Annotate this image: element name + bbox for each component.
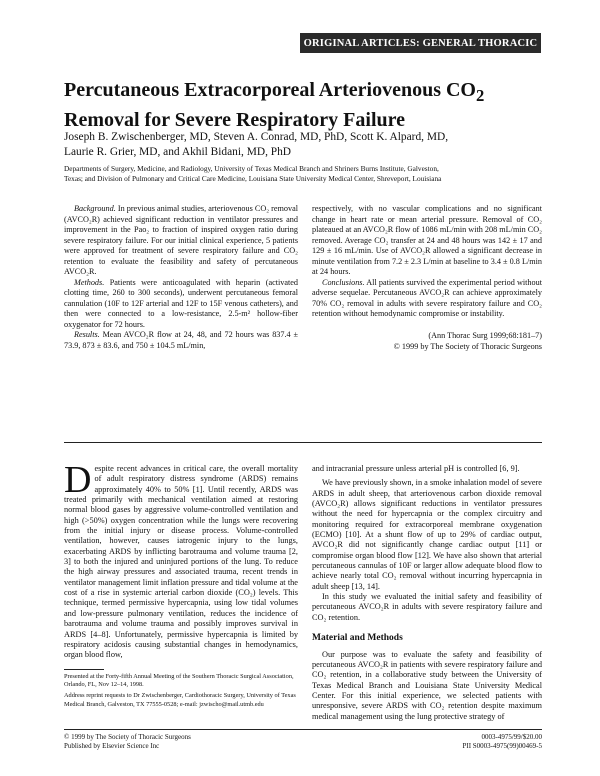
results-text-left: Mean AVCO₂R flow at 24, 48, and 72 hours was 837.4 ± 73.9, 873 ± 83.6, and 750 ± 104.5 mL/min, xyxy=(64,330,299,350)
background-text: In previous animal studies, arteriovenous CO₂ removal (AVCO₂R) achieved significant reduction in ventilator pressures and improvement in the Pao₂ to fraction of inspired oxygen ratio during severe respiratory failure. For our initial clinical experience, 5 patients were approved for treatment of severe respiratory failure and CO₂ retention to evaluate the feasibility and safety of percutaneous AVCO₂R. xyxy=(64,204,298,276)
author-list xyxy=(64,130,554,159)
intro-text: espite recent advances in critical care, the overall mortality of adult respiratory distress syndrome (ARDS) remains approximately 40% to 50% [1]. Until recently, ARDS was treated primarily with mechanical ventilation aimed at restoring normal blood gases by aggressive volume-controlled ventilation and high (>50%) oxygen concentration while the lungs were recovering from the initial injury or disease process. Volume-controlled ventilation, however, causes iatrogenic injury to the lungs, exacerbating ARDS by inflicting barotrauma and volume trauma [2, 3] to both the injured and uninjured portions of the lung. To reduce the high airway pressures and associated trauma, recent trends in ventilator management limit inflation pressure and tidal volume at the cost of a rise in systemic arterial carbon dioxide (CO₂) levels. This technique, termed permissive hypercapnia, using low tidal volumes and low-pressure pulmonary ventilation, reduces the incidence of barotrauma and volume trauma and possibly improves survival in ARDS [4–8]. Unfortunately, permissive hypercapnia is limited by respiratory acidosis causing substantial changes in hemodynamics, organ blood flow, xyxy=(64,464,298,660)
conclusions-text: All patients survived the experimental period without adverse sequelae. Percutaneous AVCO₂R can achieve approximately 70% CO₂ removal in adults with severe respiratory failure and CO₂ retention without hemodynamic compromise or instability. xyxy=(312,277,542,318)
intro-paragraph xyxy=(64,459,298,661)
results-label: Results. xyxy=(74,330,100,339)
abstract-left-column xyxy=(64,204,298,351)
journal-citation: (Ann Thorac Surg 1999;68:181–7) xyxy=(428,330,542,340)
body-right-column xyxy=(312,464,542,722)
footer-copyright xyxy=(64,733,191,751)
authors-line2: Laurie R. Grier, MD, and Akhil Bidani, MD, PhD xyxy=(64,145,292,158)
methods-text: Patients were anticoagulated with heparin (activated clotting time, 260 to 300 seconds), underwent percutaneous femoral cannulation (10F to 12F arterial and 12F to 15F venous catheters), and then were connected to a low-resistance, 2.5-m² hollow-fiber oxygenator for 72 hours. xyxy=(64,277,299,329)
abstract-results xyxy=(64,330,298,351)
section-heading: Material and Methods xyxy=(312,633,403,644)
footer-identifiers xyxy=(462,733,542,751)
title-subscript: 2 xyxy=(475,86,485,105)
footnotes xyxy=(64,673,298,712)
abstract-results-continued xyxy=(312,204,542,278)
title-line2: Removal for Severe Respiratory Failure xyxy=(64,109,406,131)
body-paragraph-4: Our purpose was to evaluate the safety and feasibility of percutaneous AVCO₂R in patients with severe respiratory failure and CO₂ retention, in a collaborative study between the University of Texas Medical Branch and Louisiana State University Medical Center. For this initial experience, we selected patients with unresponsive, severe ARDS with CO₂ retention despite maximum medical management using the lung protective strategy of xyxy=(312,649,542,721)
footer-issn: 0003-4975/99/$20.00 xyxy=(481,733,542,741)
conclusions-label: Conclusions. xyxy=(322,277,365,287)
results-text-right: respectively, with no vascular complications and no significant change in heart rate or mean arterial pressure. Removal of CO₂ plateaued at an AVCO₂R flow of 1086 mL/min with 208 mL/min CO₂ removed. Average CO₂ transfer at 24 and 48 hours was 142 ± 17 and 129 ± 16 mL/min. Use of AVCO₂R allowed a significant decrease in minute ventilation from 7.2 ± 2.3 L/min at baseline to 3.4 ± 0.8 L/min at 24 hours. xyxy=(312,204,542,276)
abstract-right-column xyxy=(312,204,542,352)
footnote-reprints: Address reprint requests to Dr Zwischenberger, Cardiothoracic Surgery, University of Texas Medical Branch, Galveston, TX 77555-0528; e-mail: jzwischo@mail.utmb.edu xyxy=(64,692,296,708)
title-line1: Percutaneous Extracorporeal Arteriovenous CO xyxy=(64,79,476,101)
abstract-methods xyxy=(64,278,298,331)
footnote-presented: Presented at the Forty-fifth Annual Meeting of the Southern Thoracic Surgical Association, Orlando, FL, Nov 12–14, 1998. xyxy=(64,673,294,689)
footer-copyright-line2: Published by Elsevier Science Inc xyxy=(64,742,160,750)
body-paragraph-1: and intracranial pressure unless arterial pH is controlled [6, 9]. xyxy=(312,464,520,473)
footer-copyright-line1: © 1999 by The Society of Thoracic Surgeons xyxy=(64,733,191,741)
abstract-copyright: © 1999 by The Society of Thoracic Surgeons xyxy=(393,341,542,351)
affiliation-line1: Departments of Surgery, Medicine, and Radiology, University of Texas Medical Branch and Shriners Burns Institute, Galveston, xyxy=(64,164,439,173)
footer-pii: PII S0003-4975(99)00469-5 xyxy=(462,742,542,750)
abstract-divider xyxy=(64,442,542,443)
background-label: Background. xyxy=(74,204,116,213)
affiliation-line2: Texas; and Division of Pulmonary and Critical Care Medicine, Louisiana State University Medical Center, Shreveport, Louisiana xyxy=(64,173,442,183)
authors-line1: Joseph B. Zwischenberger, MD, Steven A. Conrad, MD, PhD, Scott K. Alpard, MD, xyxy=(64,131,449,143)
body-left-column xyxy=(64,459,298,661)
article-title xyxy=(64,78,554,132)
footnote-divider xyxy=(64,669,104,670)
abstract-conclusions xyxy=(312,278,542,320)
abstract-background xyxy=(64,204,298,278)
section-banner-label: ORIGINAL ARTICLES: GENERAL THORACIC xyxy=(303,37,538,49)
methods-label: Methods. xyxy=(74,277,105,287)
affiliations xyxy=(64,164,544,183)
section-banner xyxy=(300,33,541,53)
body-paragraph-3: In this study we evaluated the initial safety and feasibility of percutaneous AVCO₂R in adults with severe respiratory failure and CO₂ retention. xyxy=(312,592,542,622)
drop-cap: D xyxy=(64,459,92,501)
body-paragraph-2: We have previously shown, in a smoke inhalation model of severe ARDS in adult sheep, that arteriovenous carbon dioxide removal (AVCO₂R) allows significant reductions in ventilator pressures without the need for hypercapnia or the complex circuitry and monitoring required for extracorporeal membrane oxygenation (ECMO) [10]. At a shunt flow of up to 29% of cardiac output, AVCO₂R did not significantly change cardiac output [11] or compromise organ blood flow [12]. We have also shown that arterial percutaneous cannulas of 10F or larger allow adequate blood flow to achieve nearly total CO₂ removal without incurring hypercapnia in adult sheep [13, 14]. xyxy=(312,478,542,591)
footer-divider xyxy=(64,729,542,730)
